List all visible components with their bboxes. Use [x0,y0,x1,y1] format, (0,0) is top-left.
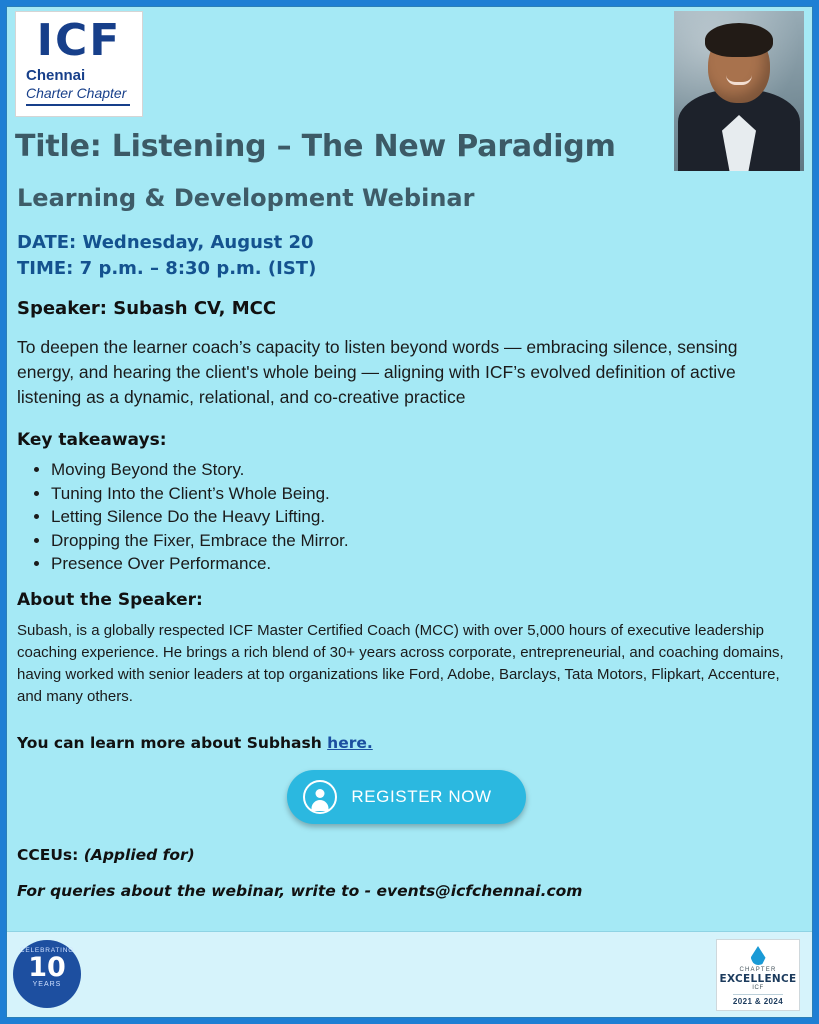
cceus-label: CCEUs: [17,845,84,864]
flyer-body [7,172,812,900]
register-now-label: REGISTER NOW [351,786,492,806]
flyer-canvas [6,6,813,1018]
badge-number: 10 [28,952,66,983]
cceus-value: (Applied for) [83,845,195,864]
logo-underline [26,104,130,106]
queries-line: For queries about the webinar, write to - events@icfchennai.com [17,881,583,900]
list-item: • Letting Silence Do the Heavy Lifting. [51,505,796,529]
list-item: • Moving Beyond the Story. [51,458,796,482]
list-item: • Presence Over Performance. [51,552,796,576]
speaker-name: Speaker: Subash CV, MCC [17,298,277,319]
about-speaker-heading: About the Speaker: [17,589,203,610]
event-subtitle: Learning & Development Webinar [17,184,475,212]
logo-wordmark: ICF [36,15,122,66]
key-takeaways-list [17,458,796,576]
event-datetime [17,230,796,282]
logo-chapter-city: Chennai [26,67,86,84]
excellence-line2: EXCELLENCE [719,973,797,985]
anniversary-badge [13,940,81,1008]
speaker-photo [674,11,804,171]
droplet-icon [751,946,766,965]
learn-more-line [17,734,796,752]
excellence-line3: ICF [752,985,764,991]
event-time: TIME: 7 p.m. – 8:30 p.m. (IST) [17,258,317,279]
excellence-line1: CHAPTER [739,967,777,973]
excellence-years: 2021 & 2024 [733,994,783,1006]
photo-hair [705,23,773,57]
cceus-line [17,846,796,864]
learn-more-link[interactable]: here. [327,733,373,752]
user-icon [303,780,337,814]
flyer-header [7,7,812,172]
logo-chapter-type: Charter Chapter [26,85,127,101]
chapter-excellence-badge [716,939,800,1011]
flyer-footer [7,931,812,1017]
about-speaker-text: Subash, is a globally respected ICF Master Certified Coach (MCC) with over 5,000 hours of executive leadership coaching experience. He brings a rich blend of 30+ years across corporate, entrepreneurial, and coaching domains, having worked with senior leaders at top organizations like Ford, Adobe, Barclays, Tata Motors, Flipkart, Accenture, and many others. [17,621,784,705]
learn-more-text: You can learn more about Subhash [17,733,328,752]
cta-container [17,770,796,824]
list-item: • Dropping the Fixer, Embrace the Mirror. [51,529,796,553]
event-description: To deepen the learner coach’s capacity to listen beyond words — embracing silence, sensing energy, and hearing the client's whole being — aligning with ICF’s evolved definition of active listening as a dynamic, relational, and co-creative practice [17,337,738,407]
event-date: DATE: Wednesday, August 20 [17,232,314,253]
icf-chennai-logo [15,11,143,117]
list-item: • Tuning Into the Client’s Whole Being. [51,482,796,506]
page-title: Title: Listening – The New Paradigm [15,129,616,164]
badge-bottom-label: YEARS [32,981,62,988]
key-takeaways-heading: Key takeaways: [17,430,167,450]
register-now-button[interactable] [287,770,525,824]
badge-top-label: CELEBRATING [19,947,75,954]
